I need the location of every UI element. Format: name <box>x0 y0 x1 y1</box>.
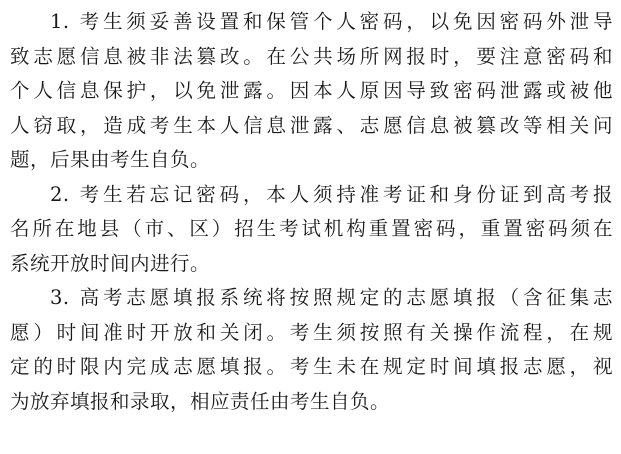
paragraph-line: 为放弃填报和录取，相应责任由考生自负。 <box>10 389 391 413</box>
paragraph-line: 定的时限内完成志愿填报。考生未在规定时间填报志愿，视 <box>10 355 613 378</box>
paragraph-line: 名所在地县（市、区）招生考试机构重置密码，重置密码须在 <box>10 217 613 240</box>
paragraph-line: 愿）时间准时开放和关闭。考生须按照有关操作流程，在规 <box>10 320 613 344</box>
paragraph-system-schedule <box>10 281 613 419</box>
paragraph-line: 1. 考生须妥善设置和保管个人密码，以免因密码外泄导 <box>50 10 613 33</box>
paragraph-line: 系统开放时间内进行。 <box>10 251 211 275</box>
paragraph-line: 题，后果由考生自负。 <box>10 148 211 171</box>
paragraph-password-reset <box>10 178 613 282</box>
paragraph-line: 人窃取，造成考生本人信息泄露、志愿信息被篡改等相关问 <box>10 113 613 137</box>
paragraph-line: 个人信息保护，以免泄露。因本人原因导致密码泄露或被他 <box>10 79 613 102</box>
paragraph-line: 2. 考生若忘记密码，本人须持准考证和身份证到高考报 <box>50 182 613 206</box>
paragraph-line: 致志愿信息被非法篡改。在公共场所网报时，要注意密码和 <box>10 44 613 68</box>
paragraph-password-safekeeping <box>10 5 613 178</box>
paragraph-line: 3. 高考志愿填报系统将按照规定的志愿填报（含征集志 <box>50 286 613 309</box>
